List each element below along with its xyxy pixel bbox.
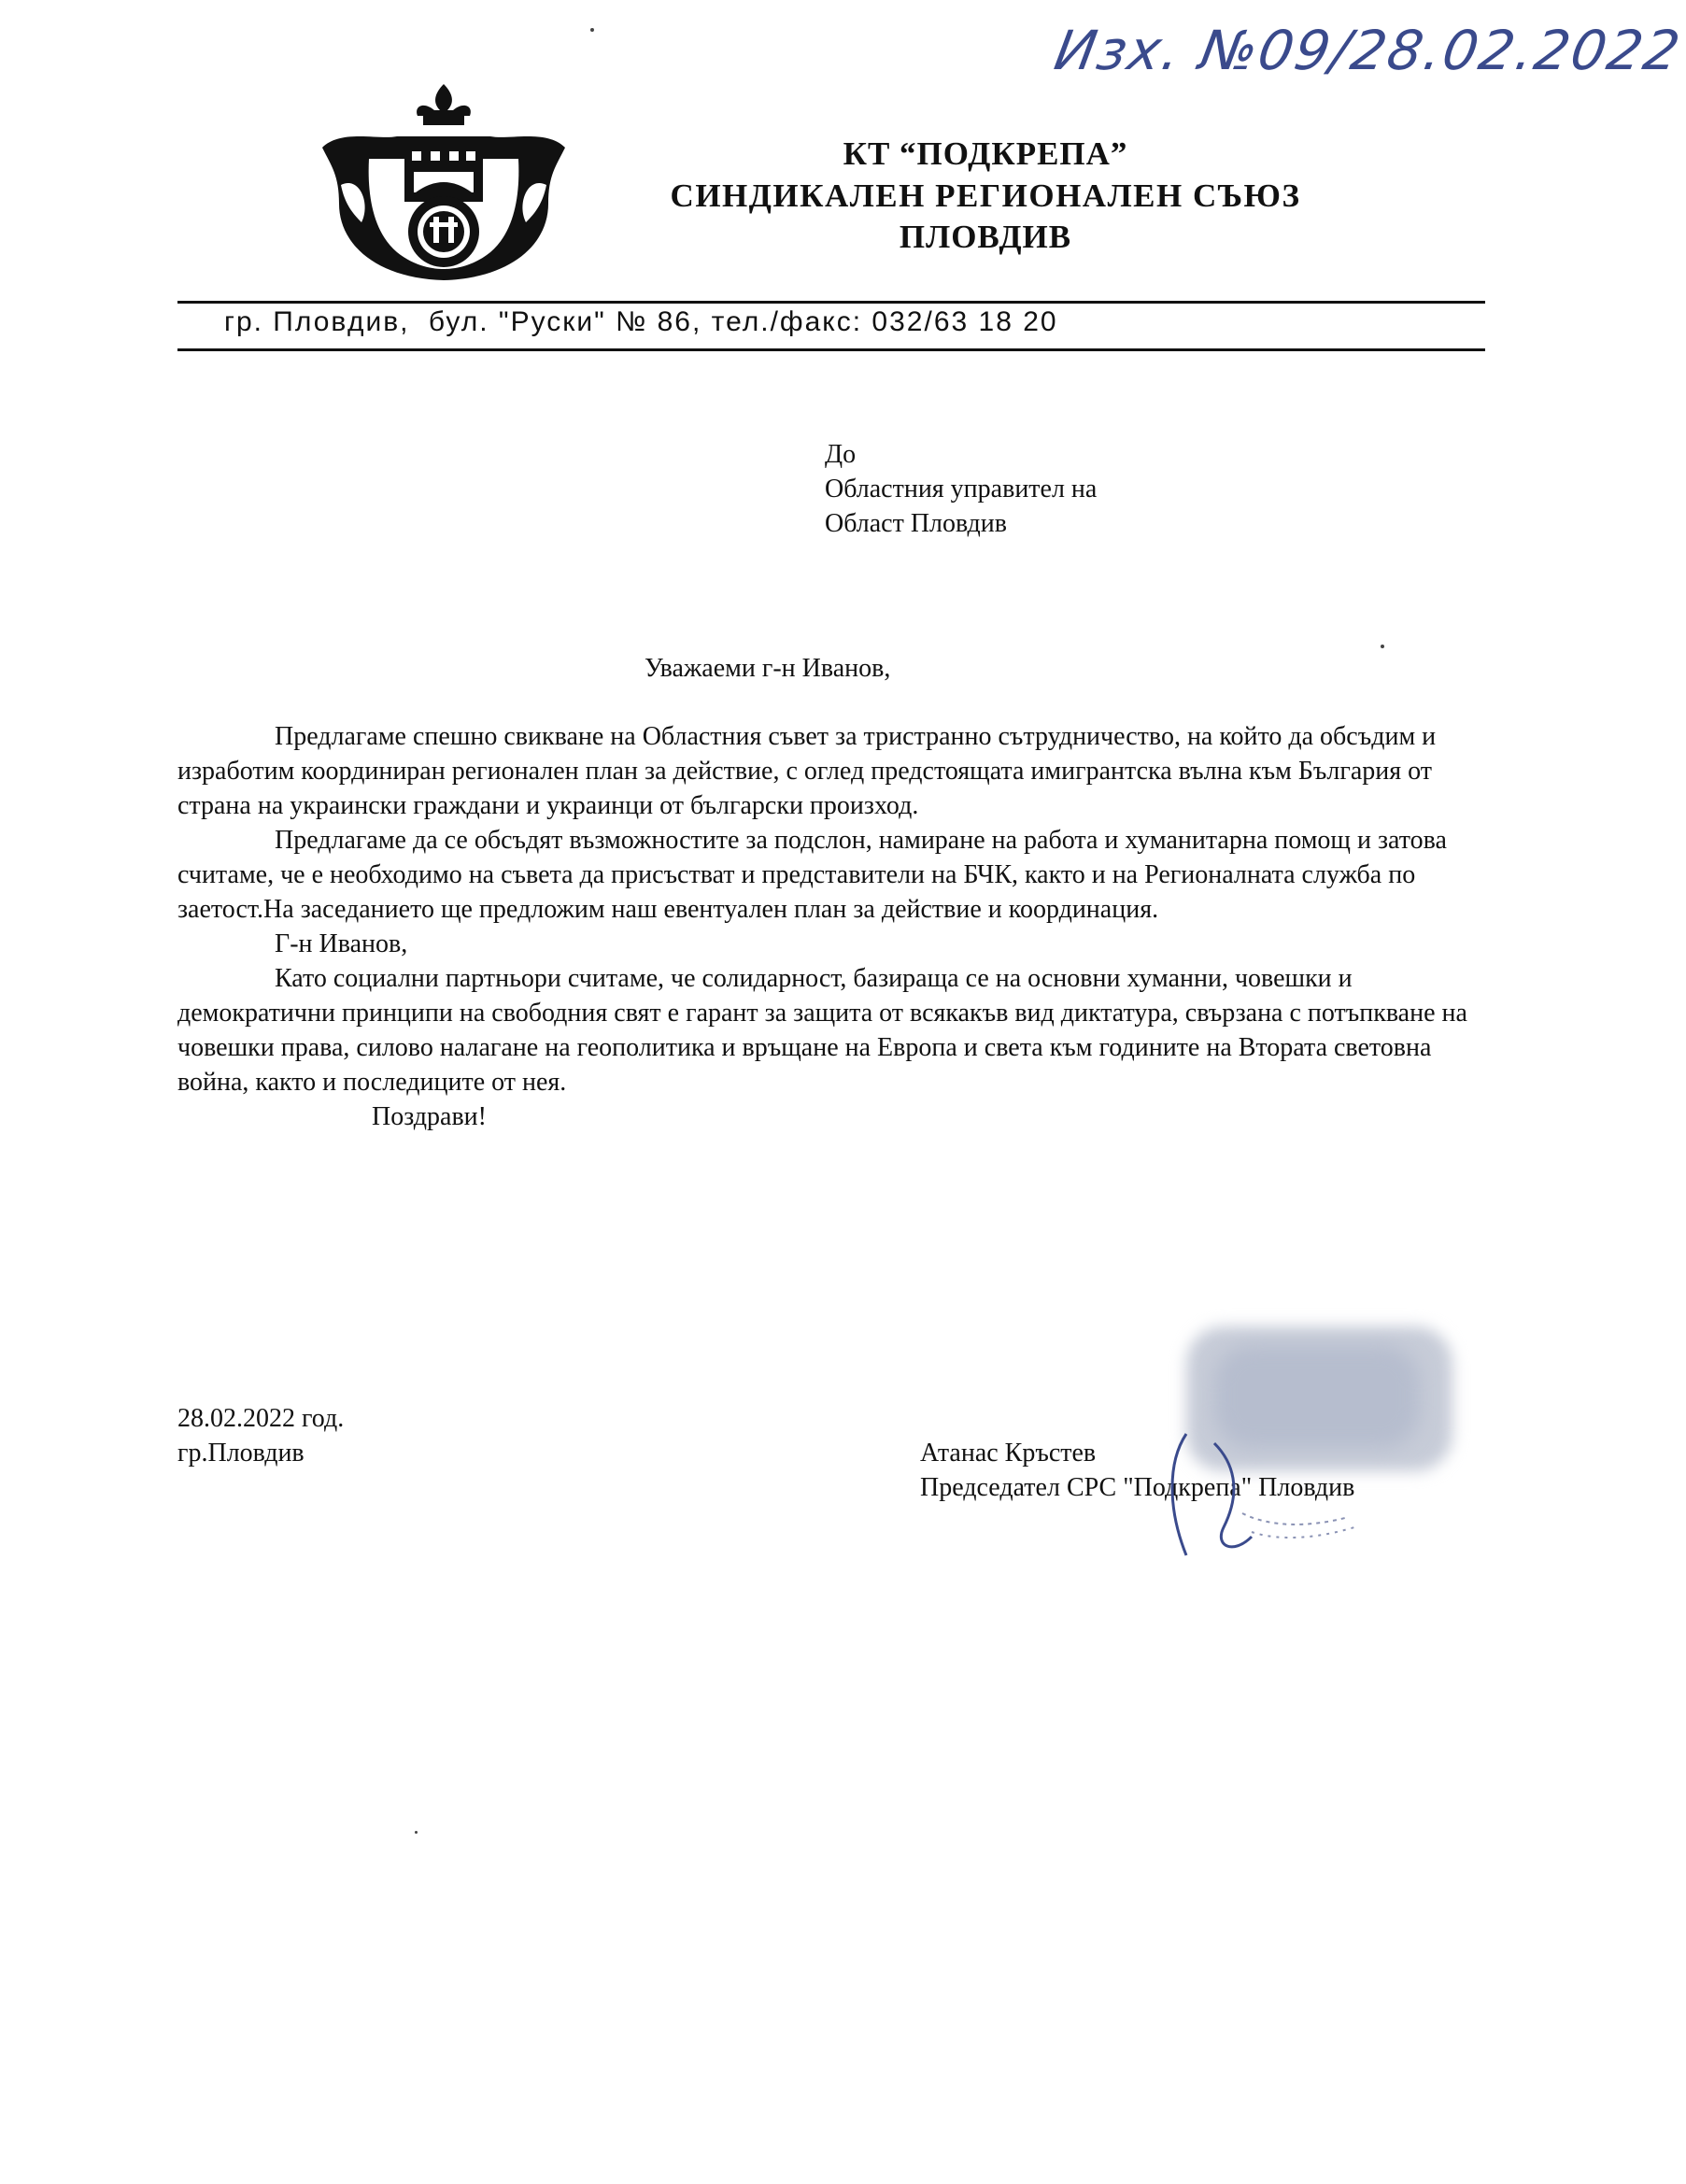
signature-stamp-icon: [1158, 1425, 1401, 1565]
address-city: гр. Пловдив,: [224, 306, 410, 337]
registration-number-handwritten: Изх. №09/28.02.2022: [1050, 19, 1686, 82]
scan-speck: [415, 1831, 418, 1834]
salutation: Уважаеми г-н Иванов,: [645, 654, 891, 683]
address-phone: , тел./факс: 032/63 18 20: [692, 306, 1058, 337]
date-place-block: [177, 1401, 344, 1470]
org-name-line1: КТ “ПОДКРЕПА”: [843, 135, 1128, 172]
recipient-line: До: [825, 440, 857, 469]
scan-speck: [590, 28, 594, 32]
letter-city: гр.Пловдив: [177, 1439, 305, 1468]
address-line: [224, 306, 1068, 338]
letter-date: 28.02.2022 год.: [177, 1404, 345, 1433]
signer-title: Председател СРС "Подкрепа" Пловдив: [920, 1473, 1355, 1502]
letter-paragraph: Предлагаме спешно свикване на Областния съвет за тристранно сътрудничество, на който да обсъдим и изработим координиран регионален план за действие, с оглед предстоящата имигрантска вълна към България от страна на украински граждани и украинци от български произход.: [177, 722, 1437, 820]
recipient-line: Област Пловдив: [825, 509, 1008, 538]
recipient-line: Областния управител на: [825, 475, 1098, 503]
letter-body: [177, 719, 1485, 1134]
address-street: бул. "Руски" № 86: [428, 306, 692, 337]
letter-paragraph: Предлагаме да се обсъдят възможностите за подслон, намиране на работа и хуманитарна помощ и затова считаме, че е необходимо на съвета да присъстват и представители на БЧК, както и на Регионалната служба по заетост.На заседанието ще предложим наш евентуален план за действие и координация.: [177, 826, 1447, 924]
header-rule-bottom: [177, 348, 1485, 351]
recipient-block: [825, 437, 1097, 541]
letter-address-line: Г-н Иванов,: [275, 929, 408, 958]
header-rule-top: [177, 301, 1485, 304]
letter-paragraph: Като социални партньори считаме, че солидарност, базираща се на основни хуманни, човешки и демократични принципи на свободния свят е гарант за защита от всякакъв вид диктатура, свързана с потъпкване на човешки права, силово налагане на геополитика и връщане на Европа и света към годините на Втората световна война, както и последиците от нея.: [177, 964, 1467, 1097]
org-name-line3: ПЛОВДИВ: [899, 219, 1072, 255]
org-name-line2: СИНДИКАЛЕН РЕГИОНАЛЕН СЪЮЗ: [670, 177, 1301, 214]
letter-closing: Поздрави!: [372, 1102, 487, 1131]
union-crest-icon: [304, 82, 584, 288]
signer-name: Атанас Кръстев: [920, 1439, 1097, 1468]
scan-speck: [1381, 645, 1384, 648]
